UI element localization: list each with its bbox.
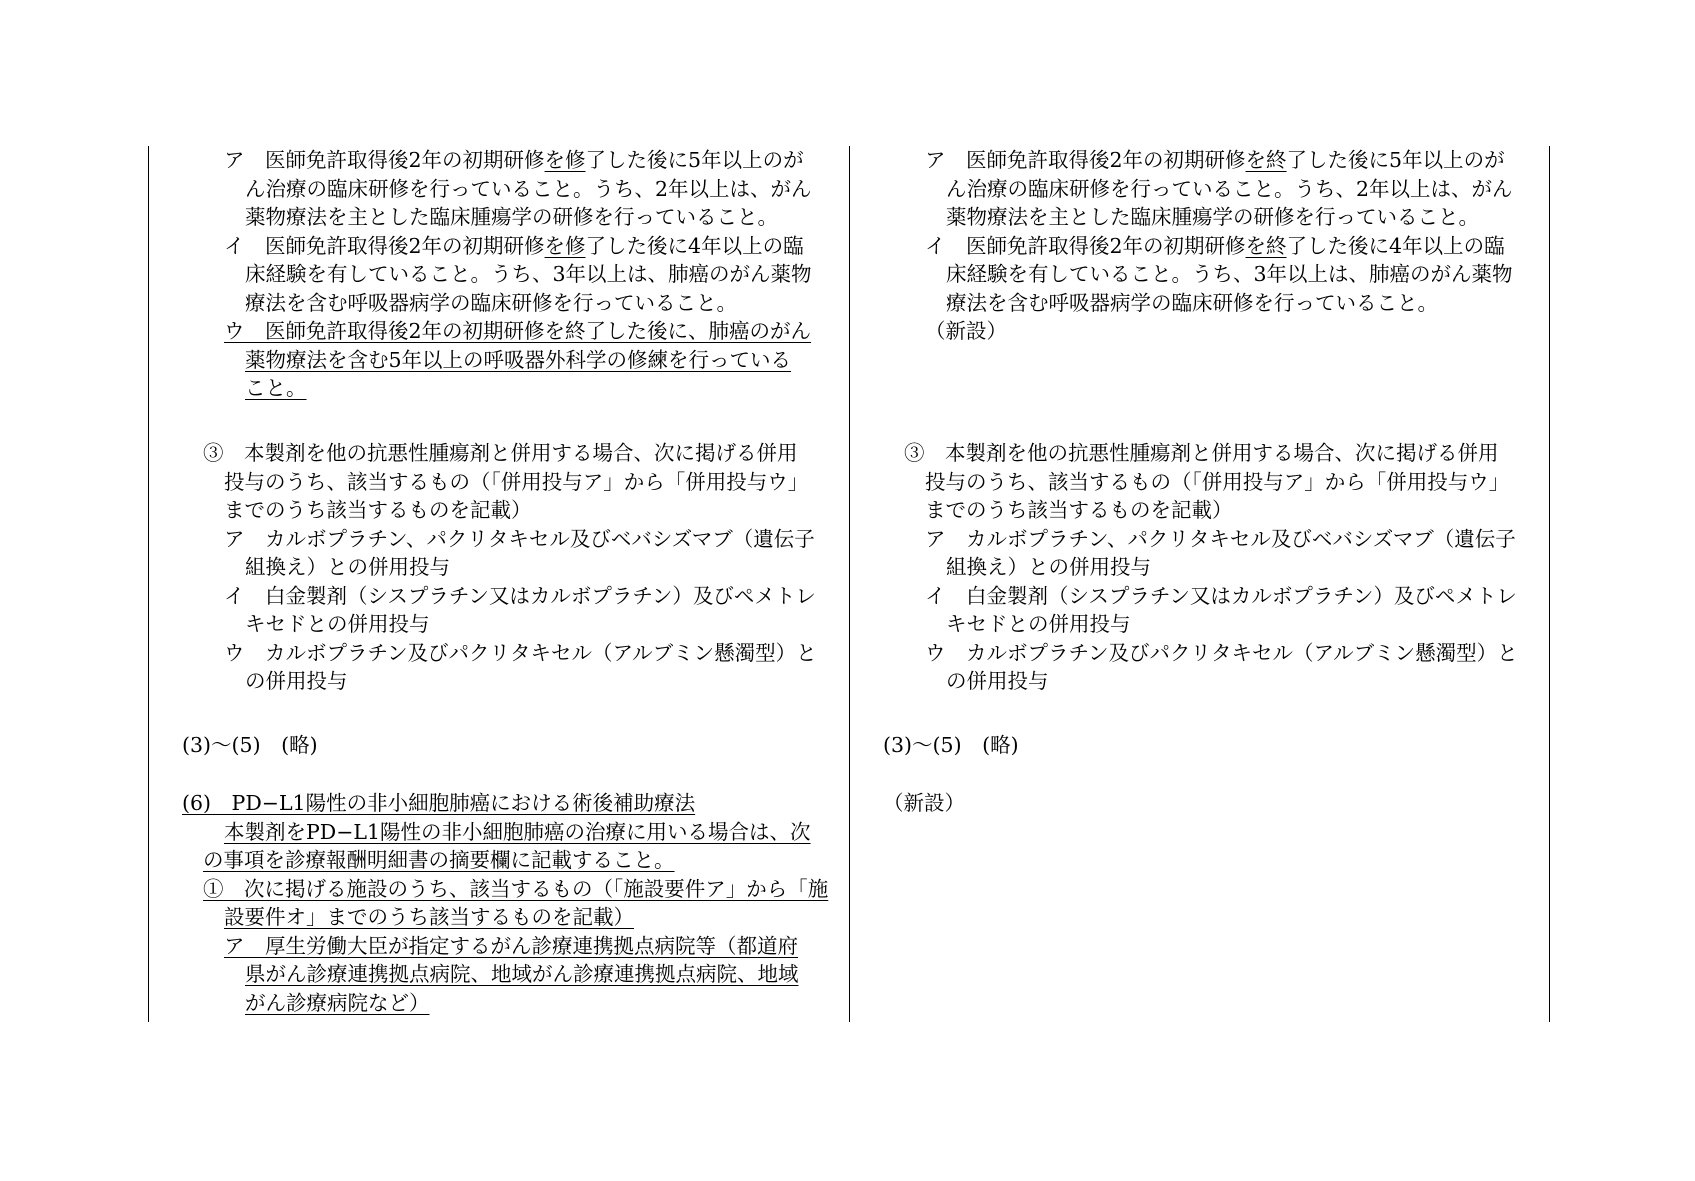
text-line: 療法を含む呼吸器病学の臨床研修を行っていること。 xyxy=(946,290,1438,315)
text-line: ア 医師免許取得後2年の初期研修を終了した後に5年以上のが xyxy=(925,148,1505,172)
text-line: 薬物療法を含む5年以上の呼吸器外科学の修練を行っている xyxy=(245,347,792,372)
table-left-border xyxy=(148,146,149,1022)
text-line: ア カルボプラチン、パクリタキセル及びベバシズマブ（遺伝子 xyxy=(224,526,815,551)
text-line: （新設） xyxy=(925,319,1007,343)
text-line: の併用投与 xyxy=(245,669,348,693)
text-line: ア カルボプラチン、パクリタキセル及びベバシズマブ（遺伝子 xyxy=(925,526,1516,551)
text-line: イ 医師免許取得後2年の初期研修を修了した後に4年以上の臨 xyxy=(224,233,804,258)
text-line: 投与のうち、該当するもの（「併用投与ア」から「併用投与ウ」 xyxy=(224,469,809,494)
text-line: 県がん診療連携拠点病院、地域がん診療連携拠点病院、地域 xyxy=(245,962,799,986)
text-line: 床経験を有していること。うち、3年以上は、肺癌のがん薬物 xyxy=(245,262,812,286)
text-line: 薬物療法を主とした臨床腫瘍学の研修を行っていること。 xyxy=(245,205,778,229)
text-line: 組換え）との併用投与 xyxy=(946,555,1151,579)
text-line: 設要件オ」までのうち該当するものを記載） xyxy=(224,905,634,929)
text-line: （新設） xyxy=(883,791,965,815)
text-line: イ 白金製剤（シスプラチン又はカルボプラチン）及びペメトレ xyxy=(224,583,816,608)
text-line: イ 白金製剤（シスプラチン又はカルボプラチン）及びペメトレ xyxy=(925,583,1517,608)
text-line: の併用投与 xyxy=(946,669,1049,693)
text-line: (3)～(5) (略) xyxy=(182,733,318,757)
text-line: ウ カルボプラチン及びパクリタキセル（アルブミン懸濁型）と xyxy=(925,640,1518,665)
text-line: ア 医師免許取得後2年の初期研修を修了した後に5年以上のが xyxy=(224,148,804,172)
table-center-divider xyxy=(849,146,850,1022)
text-line: ん治療の臨床研修を行っていること。うち、2年以上は、がん xyxy=(946,176,1513,201)
text-line: までのうち該当するものを記載） xyxy=(925,498,1233,522)
text-line: の事項を診療報酬明細書の摘要欄に記載すること。 xyxy=(203,848,675,872)
text-line: までのうち該当するものを記載） xyxy=(224,498,532,522)
text-line: 組換え）との併用投与 xyxy=(245,555,450,579)
text-line: がん診療病院など） xyxy=(245,990,430,1015)
text-line: 投与のうち、該当するもの（「併用投与ア」から「併用投与ウ」 xyxy=(925,469,1510,494)
text-line: ウ 医師免許取得後2年の初期研修を終了した後に、肺癌のがん xyxy=(224,319,812,343)
text-line: (3)～(5) (略) xyxy=(883,733,1019,757)
text-line: 床経験を有していること。うち、3年以上は、肺癌のがん薬物 xyxy=(946,262,1513,286)
text-line: キセドとの併用投与 xyxy=(946,612,1131,636)
text-line: 薬物療法を主とした臨床腫瘍学の研修を行っていること。 xyxy=(946,205,1479,229)
text-line: ① 次に掲げる施設のうち、該当するもの（「施設要件ア」から「施 xyxy=(203,876,829,901)
text-line: 本製剤をPD−L1陽性の非小細胞肺癌の治療に用いる場合は、次 xyxy=(224,819,811,844)
text-line: ウ カルボプラチン及びパクリタキセル（アルブミン懸濁型）と xyxy=(224,640,817,665)
text-line: 療法を含む呼吸器病学の臨床研修を行っていること。 xyxy=(245,290,737,315)
text-line: キセドとの併用投与 xyxy=(245,612,430,636)
text-line: イ 医師免許取得後2年の初期研修を終了した後に4年以上の臨 xyxy=(925,233,1505,258)
text-line: ア 厚生労働大臣が指定するがん診療連携拠点病院等（都道府 xyxy=(224,933,798,958)
text-line: (6) PD−L1陽性の非小細胞肺癌における術後補助療法 xyxy=(182,791,696,815)
comparison-table xyxy=(148,146,1550,1022)
text-line: ③ 本製剤を他の抗悪性腫瘍剤と併用する場合、次に掲げる併用 xyxy=(203,441,798,465)
text-line: ん治療の臨床研修を行っていること。うち、2年以上は、がん xyxy=(245,176,812,201)
text-line: こと。 xyxy=(245,376,307,400)
table-right-border xyxy=(1549,146,1550,1022)
text-line: ③ 本製剤を他の抗悪性腫瘍剤と併用する場合、次に掲げる併用 xyxy=(904,441,1499,465)
